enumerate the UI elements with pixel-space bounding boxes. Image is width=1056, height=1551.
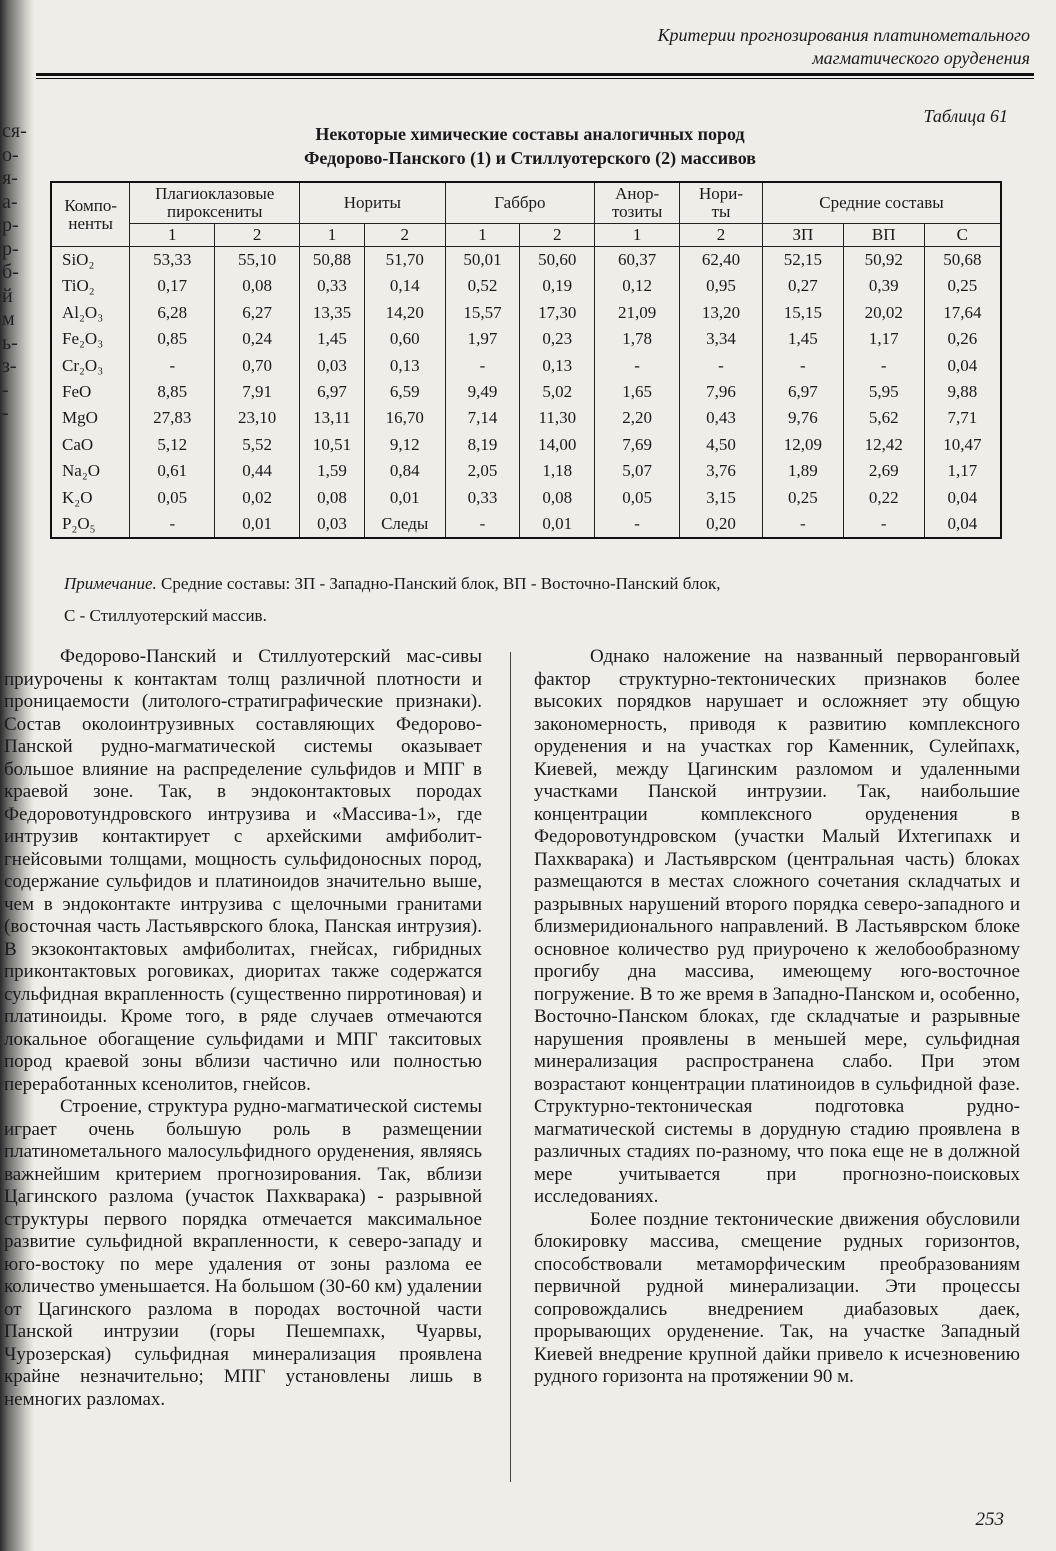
- value-cell: 9,76: [762, 405, 843, 431]
- table-row: [51, 379, 1001, 405]
- value-cell: 9,88: [924, 379, 1001, 405]
- table-row: [51, 247, 1001, 274]
- value-cell: -: [595, 353, 680, 379]
- value-cell: 0,60: [364, 326, 445, 352]
- subheader-cell: 1: [445, 224, 520, 247]
- value-cell: 13,20: [680, 300, 763, 326]
- value-cell: 6,59: [364, 379, 445, 405]
- value-cell: 0,25: [924, 273, 1001, 299]
- value-cell: 0,05: [595, 485, 680, 511]
- component-cell: MgO: [51, 405, 130, 431]
- value-cell: 0,02: [215, 485, 300, 511]
- subheader-cell: 1: [300, 224, 365, 247]
- running-header: [658, 24, 1030, 70]
- value-cell: -: [445, 353, 520, 379]
- value-cell: 1,78: [595, 326, 680, 352]
- value-cell: 0,84: [364, 458, 445, 484]
- component-cell: Na₂O: [51, 458, 130, 484]
- table-row: [51, 273, 1001, 299]
- subheader-cell: ЗП: [762, 224, 843, 247]
- table-title: [200, 122, 860, 170]
- header-rule: [36, 73, 1034, 79]
- composition-table: [50, 181, 1002, 539]
- component-cell: CaO: [51, 432, 130, 458]
- value-cell: 0,26: [924, 326, 1001, 352]
- paragraph: Федорово-Панский и Стиллуотерский мас-сивы приурочены к контактам толщ различной плотности и проницаемости (литолого-стратиграфические признаки). Состав околоинтрузивных составляющих Федорово-Панской рудно-магматической системы оказывает большое влияние на распределение сульфидов и МПГ в краевой зоне. Так, в эндоконтактовых породах Федоровотундровского интрузива и «Массива-1», где интрузив контактирует с архейскими амфиболит-гнейсовыми толщами, мощность сульфидоносных пород, содержание сульфидов и платиноидов значительно выше, чем в эндоконтакте интрузива с щелочными гранитами (восточная часть Ластьяврского блока, Панская интрузия). В экзоконтактовых амфиболитах, гнейсах, гибридных приконтактовых роговиках, диоритах также содержатся сульфидная вкрапленность (существенно пирротиновая) и платиноиды. Кроме того, в ряде случаев отмечаются локальное обогащение сульфидами и МПГ такситовых пород краевой зоны вблизи частично или полностью переработанных ксенолитов, гнейсов.: [4, 646, 482, 1095]
- paragraph: Более поздние тектонические движения обусловили блокировку массива, смещение рудных горизонтов, способствовали метаморфическим преобразованиям первичной рудной минерализации. Эти процессы сопровождались внедрением диабазовых даек, прорывающих оруденение. Так, на участке Западный Киевей внедрение крупной дайки привело к исчезновению рудного горизонта на протяжении 90 м.: [534, 1208, 1020, 1387]
- value-cell: 0,04: [924, 353, 1001, 379]
- value-cell: 0,43: [680, 405, 763, 431]
- value-cell: 1,45: [762, 326, 843, 352]
- value-cell: 0,19: [520, 273, 595, 299]
- running-header-line-2: магматического оруденения: [812, 48, 1030, 68]
- header-components: Компо- ненты: [51, 182, 130, 247]
- value-cell: 5,95: [843, 379, 924, 405]
- value-cell: 17,64: [924, 300, 1001, 326]
- value-cell: 50,60: [520, 247, 595, 274]
- value-cell: 5,62: [843, 405, 924, 431]
- value-cell: 0,39: [843, 273, 924, 299]
- value-cell: 13,11: [300, 405, 365, 431]
- value-cell: 55,10: [215, 247, 300, 274]
- value-cell: Следы: [364, 511, 445, 538]
- value-cell: 0,95: [680, 273, 763, 299]
- value-cell: 6,97: [762, 379, 843, 405]
- value-cell: 15,15: [762, 300, 843, 326]
- subheader-cell: 2: [364, 224, 445, 247]
- value-cell: 0,08: [300, 485, 365, 511]
- value-cell: 62,40: [680, 247, 763, 274]
- value-cell: -: [445, 511, 520, 538]
- value-cell: -: [843, 353, 924, 379]
- value-cell: -: [130, 511, 215, 538]
- table-body: [51, 247, 1001, 539]
- value-cell: 1,17: [843, 326, 924, 352]
- value-cell: 0,52: [445, 273, 520, 299]
- value-cell: 50,01: [445, 247, 520, 274]
- value-cell: 6,28: [130, 300, 215, 326]
- value-cell: -: [762, 511, 843, 538]
- header-averages: Средние составы: [762, 182, 1001, 224]
- table-row: [51, 511, 1001, 538]
- table-row: [51, 458, 1001, 484]
- value-cell: 4,50: [680, 432, 763, 458]
- value-cell: 6,27: [215, 300, 300, 326]
- value-cell: 6,97: [300, 379, 365, 405]
- value-cell: 7,69: [595, 432, 680, 458]
- value-cell: 27,83: [130, 405, 215, 431]
- value-cell: 10,51: [300, 432, 365, 458]
- value-cell: 11,30: [520, 405, 595, 431]
- value-cell: 0,01: [364, 485, 445, 511]
- value-cell: 0,22: [843, 485, 924, 511]
- value-cell: 0,25: [762, 485, 843, 511]
- table-row: [51, 326, 1001, 352]
- value-cell: 50,88: [300, 247, 365, 274]
- subheader-cell: 1: [130, 224, 215, 247]
- table-title-line-2: Федорово-Панского (1) и Стиллуотерского (2) массивов: [303, 148, 757, 168]
- value-cell: 0,04: [924, 511, 1001, 538]
- table-note-line-2: С - Стиллуотерский массив.: [64, 606, 267, 625]
- value-cell: 1,17: [924, 458, 1001, 484]
- value-cell: 2,20: [595, 405, 680, 431]
- value-cell: 2,69: [843, 458, 924, 484]
- component-cell: SiO₂: [51, 247, 130, 274]
- value-cell: 50,68: [924, 247, 1001, 274]
- table-row: [51, 432, 1001, 458]
- value-cell: 7,96: [680, 379, 763, 405]
- value-cell: 50,92: [843, 247, 924, 274]
- column-divider: [510, 652, 511, 1482]
- value-cell: 0,05: [130, 485, 215, 511]
- value-cell: 14,00: [520, 432, 595, 458]
- value-cell: 0,01: [520, 511, 595, 538]
- value-cell: 0,17: [130, 273, 215, 299]
- value-cell: 3,34: [680, 326, 763, 352]
- component-cell: FeO: [51, 379, 130, 405]
- value-cell: 10,47: [924, 432, 1001, 458]
- value-cell: 0,44: [215, 458, 300, 484]
- value-cell: 2,05: [445, 458, 520, 484]
- table-row: [51, 300, 1001, 326]
- value-cell: 3,15: [680, 485, 763, 511]
- table-note-line-1: [64, 568, 964, 600]
- value-cell: 17,30: [520, 300, 595, 326]
- value-cell: 0,08: [520, 485, 595, 511]
- value-cell: 0,24: [215, 326, 300, 352]
- component-cell: Al₂O₃: [51, 300, 130, 326]
- component-cell: TiO₂: [51, 273, 130, 299]
- subheader-cell: 2: [215, 224, 300, 247]
- value-cell: 8,85: [130, 379, 215, 405]
- table-note-text: Средние составы: ЗП - Западно-Панский блок, ВП - Восточно-Панский блок,: [161, 574, 721, 593]
- component-cell: P₂O₅: [51, 511, 130, 538]
- header-anorthosites: Анор- тозиты: [595, 182, 680, 224]
- value-cell: 52,15: [762, 247, 843, 274]
- value-cell: 0,70: [215, 353, 300, 379]
- value-cell: 0,03: [300, 511, 365, 538]
- value-cell: 8,19: [445, 432, 520, 458]
- running-header-line-1: Критерии прогнозирования платинометального: [657, 25, 1030, 45]
- value-cell: -: [762, 353, 843, 379]
- value-cell: 0,08: [215, 273, 300, 299]
- value-cell: 5,12: [130, 432, 215, 458]
- value-cell: 1,18: [520, 458, 595, 484]
- value-cell: 0,85: [130, 326, 215, 352]
- value-cell: 0,13: [520, 353, 595, 379]
- value-cell: 7,71: [924, 405, 1001, 431]
- value-cell: 7,14: [445, 405, 520, 431]
- table-header-row: [51, 182, 1001, 224]
- value-cell: 1,59: [300, 458, 365, 484]
- value-cell: 5,07: [595, 458, 680, 484]
- value-cell: 12,09: [762, 432, 843, 458]
- component-cell: Cr₂O₃: [51, 353, 130, 379]
- value-cell: 5,52: [215, 432, 300, 458]
- subheader-cell: 2: [680, 224, 763, 247]
- component-cell: Fe₂O₃: [51, 326, 130, 352]
- left-column-text: [4, 646, 482, 1411]
- value-cell: 0,33: [445, 485, 520, 511]
- header-norites: Нориты: [300, 182, 446, 224]
- value-cell: 0,61: [130, 458, 215, 484]
- value-cell: 15,57: [445, 300, 520, 326]
- value-cell: -: [595, 511, 680, 538]
- value-cell: 3,76: [680, 458, 763, 484]
- subheader-cell: 1: [595, 224, 680, 247]
- table-row: [51, 485, 1001, 511]
- value-cell: -: [130, 353, 215, 379]
- header-norites-2: Нори- ты: [680, 182, 763, 224]
- value-cell: 60,37: [595, 247, 680, 274]
- subheader-cell: С: [924, 224, 1001, 247]
- value-cell: 1,89: [762, 458, 843, 484]
- value-cell: 13,35: [300, 300, 365, 326]
- value-cell: 0,04: [924, 485, 1001, 511]
- value-cell: 9,49: [445, 379, 520, 405]
- value-cell: 20,02: [843, 300, 924, 326]
- value-cell: 0,23: [520, 326, 595, 352]
- table-note-label: Примечание.: [64, 574, 157, 593]
- value-cell: 21,09: [595, 300, 680, 326]
- value-cell: -: [843, 511, 924, 538]
- value-cell: 14,20: [364, 300, 445, 326]
- right-column-text: [534, 646, 1020, 1389]
- value-cell: 51,70: [364, 247, 445, 274]
- table-head: [51, 182, 1001, 247]
- subheader-cell: 2: [520, 224, 595, 247]
- value-cell: 5,02: [520, 379, 595, 405]
- adjacent-page-fragment: ся- о- я- а- р- р- б- й м ь- з- - -: [2, 120, 27, 424]
- paragraph: Строение, структура рудно-магматической системы играет очень большую роль в размещении платинометального малосульфидного оруденения, являясь важнейшим критерием прогнозирования. Так, вблизи Цагинского разлома (участок Пахкварака) - разрывной структуры первого порядка отмечается максимальное развитие сульфидной вкрапленности, к северо-западу и юго-востоку по мере удаления от зоны разлома ее количество уменьшается. На большом (30-60 км) удалении от Цагинского разлома в породах восточной части Панской интрузии (горы Пешемпахк, Чуарвы, Чурозерская) сульфидная минерализация проявлена крайне незначительно; МПГ установлены лишь в немногих разломах.: [4, 1096, 482, 1410]
- value-cell: 0,14: [364, 273, 445, 299]
- value-cell: -: [680, 353, 763, 379]
- value-cell: 9,12: [364, 432, 445, 458]
- table-title-line-1: Некоторые химические составы аналогичных пород: [315, 124, 745, 144]
- value-cell: 12,42: [843, 432, 924, 458]
- value-cell: 0,12: [595, 273, 680, 299]
- component-cell: K₂O: [51, 485, 130, 511]
- table-note: [64, 568, 964, 632]
- value-cell: 0,33: [300, 273, 365, 299]
- table-number: Таблица 61: [923, 106, 1008, 126]
- value-cell: 7,91: [215, 379, 300, 405]
- page-number: 253: [975, 1509, 1004, 1530]
- value-cell: 1,45: [300, 326, 365, 352]
- table-row: [51, 353, 1001, 379]
- value-cell: 23,10: [215, 405, 300, 431]
- table-row: [51, 405, 1001, 431]
- header-plag: Плагиоклазовые пироксениты: [130, 182, 300, 224]
- table-subheader-row: [51, 224, 1001, 247]
- value-cell: 1,65: [595, 379, 680, 405]
- value-cell: 16,70: [364, 405, 445, 431]
- value-cell: 0,13: [364, 353, 445, 379]
- paragraph: Однако наложение на названный перворанговый фактор структурно-тектонических признаков более высоких порядков нарушает и осложняет эту общую закономерность, приводя к развитию комплексного оруденения и на участках гор Каменник, Сулейпахк, Киевей, между Цагинским разломом и удаленными участками Панской интрузии. Так, наибольшие концентрации комплексного оруденения в Федоровотундровском (участки Малый Ихтегипахк и Пахкварака) и Ластьяврском (центральная часть) блоках размещаются в местах сложного сочетания складчатых и разрывных нарушений второго порядка северо-западного и близмеридионального направлений. В Ластьяврском блоке основное количество руд приурочено к желобообразному прогибу дна массива, имеющему юго-восточное погружение. В то же время в Западно-Панском и, особенно, Восточно-Панском блоках, где складчатые и разрывные нарушения проявлены в меньшей мере, сульфидная минерализация распространена слабо. При этом возрастают концентрации платиноидов в сульфидной фазе. Структурно-тектоническая подготовка рудно-магматической системы в дорудную стадию проявлена в различных стадиях по-разному, что пока еще не в должной мере учитывается при прогнозно-поисковых исследованиях.: [534, 646, 1020, 1207]
- value-cell: 0,27: [762, 273, 843, 299]
- value-cell: 0,01: [215, 511, 300, 538]
- value-cell: 0,03: [300, 353, 365, 379]
- value-cell: 1,97: [445, 326, 520, 352]
- value-cell: 0,20: [680, 511, 763, 538]
- header-gabbro: Габбро: [445, 182, 595, 224]
- value-cell: 53,33: [130, 247, 215, 274]
- subheader-cell: ВП: [843, 224, 924, 247]
